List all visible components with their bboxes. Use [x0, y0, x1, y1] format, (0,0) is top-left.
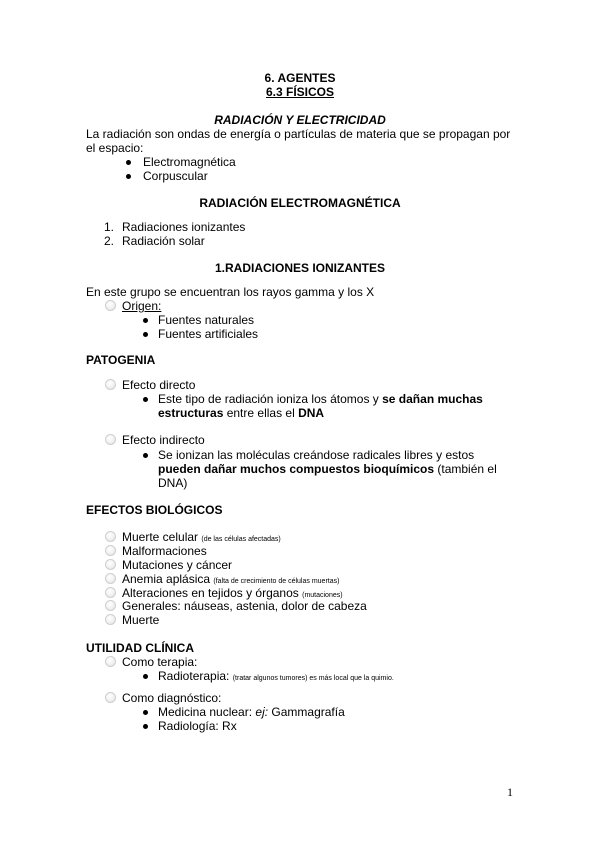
bold-span: se dañan muchas	[382, 392, 483, 406]
efecto-directo-line-1	[158, 392, 483, 406]
text-span: Gammagrafía	[268, 705, 345, 719]
text-span: Este tipo de radiación ioniza los átomos y	[158, 392, 383, 406]
heading-radiacion-electromagnetica: RADIACIÓN ELECTROMAGNÉTICA	[199, 196, 401, 210]
circle-bullet-icon	[105, 545, 116, 556]
efecto-item: Generales: náuseas, astenia, dolor de cabeza	[122, 599, 367, 613]
intro-line-1: La radiación son ondas de energía o partículas de materia que se propagan por	[86, 127, 511, 141]
note-span: (falta de crecimiento de células muertas)	[213, 578, 340, 585]
bullet-icon	[143, 332, 148, 337]
bullet-icon	[143, 453, 148, 458]
list-item-fuentes-naturales: Fuentes naturales	[158, 313, 255, 327]
radioterapia-item	[158, 669, 394, 686]
list-item-radiacion-solar: Radiación solar	[122, 234, 205, 248]
bold-span: pueden dañar muchos compuestos bioquímicos	[158, 462, 435, 476]
origen-label: Origen:	[122, 299, 162, 313]
text-span: entre ellas el	[223, 406, 299, 420]
bullet-icon	[143, 724, 148, 729]
efecto-indirecto-label: Efecto indirecto	[122, 433, 205, 447]
intro-line-2: el espacio:	[86, 141, 144, 155]
bullet-icon	[143, 710, 148, 715]
list-item-electromagnetica: Electromagnética	[143, 155, 236, 169]
text-span: Alteraciones en tejidos y órganos	[122, 586, 303, 600]
circle-bullet-icon	[105, 600, 116, 611]
ionizantes-intro: En este grupo se encuentran los rayos gamma y los X	[86, 285, 375, 299]
note-span: (de las células afectadas)	[201, 536, 281, 543]
radiologia-item: Radiología: Rx	[158, 719, 237, 733]
italic-span: ej:	[255, 705, 269, 719]
text-span: Medicina nuclear:	[158, 705, 256, 719]
list-item-radiaciones-ionizantes: Radiaciones ionizantes	[122, 220, 246, 234]
efecto-item: Malformaciones	[122, 544, 207, 558]
heading-utilidad-clinica: UTILIDAD CLÍNICA	[86, 641, 194, 655]
medicina-nuclear-item	[158, 705, 345, 719]
list-number: 2.	[104, 234, 115, 248]
note-span: (tratar algunos tumores) es más local que la quimio.	[232, 675, 394, 682]
circle-bullet-icon	[105, 614, 116, 625]
circle-bullet-icon	[105, 656, 116, 667]
bullet-icon	[143, 318, 148, 323]
circle-bullet-icon	[105, 692, 116, 703]
bullet-icon	[143, 397, 148, 402]
efecto-indirecto-line-3: DNA)	[158, 476, 188, 490]
chapter-title: 6. AGENTES	[264, 71, 336, 85]
heading-patogenia: PATOGENIA	[86, 353, 156, 367]
bullet-icon	[126, 160, 131, 165]
heading-radiaciones-ionizantes: 1.RADIACIONES IONIZANTES	[214, 261, 385, 275]
note-span: (mutaciones)	[302, 592, 343, 599]
text-span: (también el	[434, 462, 497, 476]
bullet-icon	[143, 674, 148, 679]
heading-efectos-biologicos: EFECTOS BIOLÓGICOS	[86, 503, 223, 517]
efecto-directo-line-2	[158, 406, 324, 420]
circle-bullet-icon	[105, 379, 116, 390]
list-number: 1.	[104, 220, 115, 234]
bold-span: DNA	[298, 406, 325, 420]
circle-bullet-icon	[105, 434, 116, 445]
circle-bullet-icon	[105, 587, 116, 598]
text-span: Muerte celular	[122, 530, 202, 544]
como-diagnostico-label: Como diagnóstico:	[122, 691, 222, 705]
bold-span: estructuras	[158, 406, 224, 420]
como-terapia-label: Como terapia:	[122, 655, 198, 669]
circle-bullet-icon	[105, 531, 116, 542]
circle-bullet-icon	[105, 573, 116, 584]
list-item-fuentes-artificiales: Fuentes artificiales	[158, 327, 259, 341]
efecto-directo-label: Efecto directo	[122, 378, 196, 392]
efecto-indirecto-line-1: Se ionizan las moléculas creándose radicales libres y estos	[158, 448, 475, 462]
circle-bullet-icon	[105, 300, 116, 311]
efecto-item: Mutaciones y cáncer	[122, 558, 233, 572]
efecto-indirecto-line-2	[158, 462, 497, 476]
circle-bullet-icon	[105, 559, 116, 570]
list-item-corpuscular: Corpuscular	[143, 169, 208, 183]
bullet-icon	[126, 174, 131, 179]
efecto-item: Muerte	[122, 613, 160, 627]
text-span: Anemia aplásica	[122, 572, 214, 586]
page-number: 1	[507, 785, 513, 799]
heading-radiacion-electricidad: RADIACIÓN Y ELECTRICIDAD	[214, 113, 386, 127]
section-subtitle: 6.3 FÍSICOS	[265, 85, 335, 99]
text-span: Radioterapia:	[158, 669, 233, 683]
